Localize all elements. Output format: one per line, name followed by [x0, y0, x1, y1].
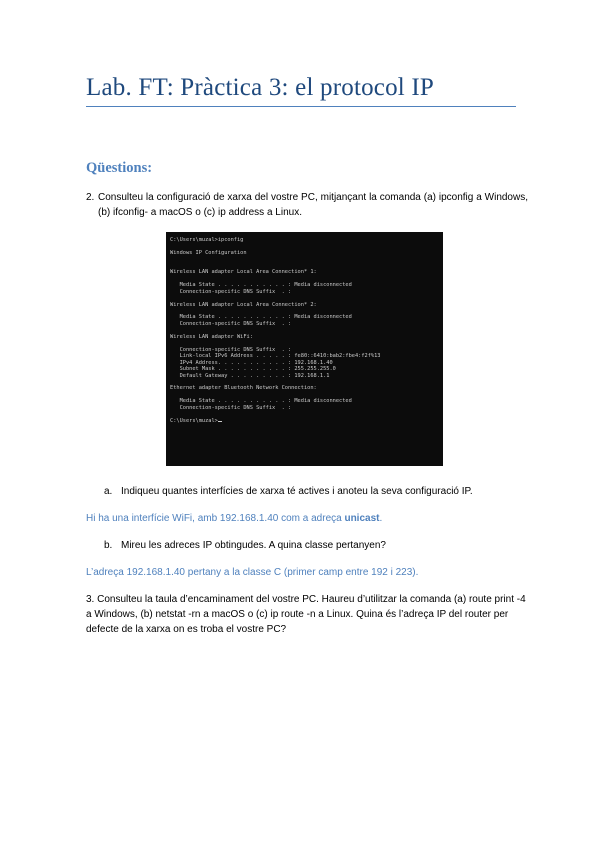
subquestion-b: [104, 539, 386, 553]
subquestion-b-letter: b.: [104, 540, 113, 551]
page-title: Lab. FT: Pràctica 3: el protocol IP: [86, 74, 435, 101]
answer-a: [86, 512, 382, 526]
ipconfig-terminal-screenshot: [166, 232, 443, 466]
answer-a-emphasis: unicast: [344, 513, 380, 524]
answer-a-suffix: .: [379, 513, 383, 524]
question-2-text: Consulteu la configuració de xarxa del vostre PC, mitjançant la comanda (a) ipconfig a Windows, (b) ifconfig- a macOS o (c) ip address a Linux.: [98, 192, 528, 218]
terminal-output: C:\Users\muzal>ipconfig Windows IP Configuration Wireless LAN adapter Local Area Connection* 1: Media State . . . . . . . . . . . : Media disconnected Connection-specific DNS Suffix . : Wireless LAN adapter Local Area Connection* 2: Media State . . . . . . . . . . . : Media disconnected Connection-specific DNS Suffix . : Wireless LAN adapter WiFi: Connection-specific DNS Suffix . : Link-local IPv6 Address . . . . . : fe80::6410:bab2:fbe4:f2f%13 IPv4 Address. . . . . . . . . . . : 192.168.1.40 Subnet Mask . . . . . . . . . . . : 255.255.255.0 Default Gateway . . . . . . . . . : 192.168.1.1 Ethernet adapter Bluetooth Network Connection: Media State . . . . . . . . . . . : Media disconnected Connection-specific DNS Suffix . : C:\Users\muzal>: [170, 237, 381, 424]
section-heading: Qüestions:: [86, 160, 153, 176]
question-3: 3. Consulteu la taula d’encaminament del vostre PC. Haureu d’utilitzar la comanda (a) route print -4 a Windows, (b) netstat -rn a macOS o (c) ip route -n a Linux. Quina és l’adreça IP del router per defecte de la xarxa on es troba el vostre PC?: [86, 594, 526, 635]
terminal-cursor: [218, 421, 222, 422]
subquestion-a-letter: a.: [104, 486, 113, 497]
question-2: [86, 190, 528, 220]
subquestion-a: [104, 485, 473, 499]
subquestion-b-text: Mireu les adreces IP obtingudes. A quina classe pertanyen?: [121, 540, 386, 551]
question-2-number: 2.: [86, 192, 95, 203]
title-underline: [86, 106, 516, 107]
answer-a-prefix: Hi ha una interfície WiFi, amb 192.168.1.40 com a adreça: [86, 513, 345, 524]
answer-b: L’adreça 192.168.1.40 pertany a la classe C (primer camp entre 192 i 223).: [86, 567, 419, 578]
subquestion-a-text: Indiqueu quantes interfícies de xarxa té actives i anoteu la seva configuració IP.: [121, 486, 473, 497]
